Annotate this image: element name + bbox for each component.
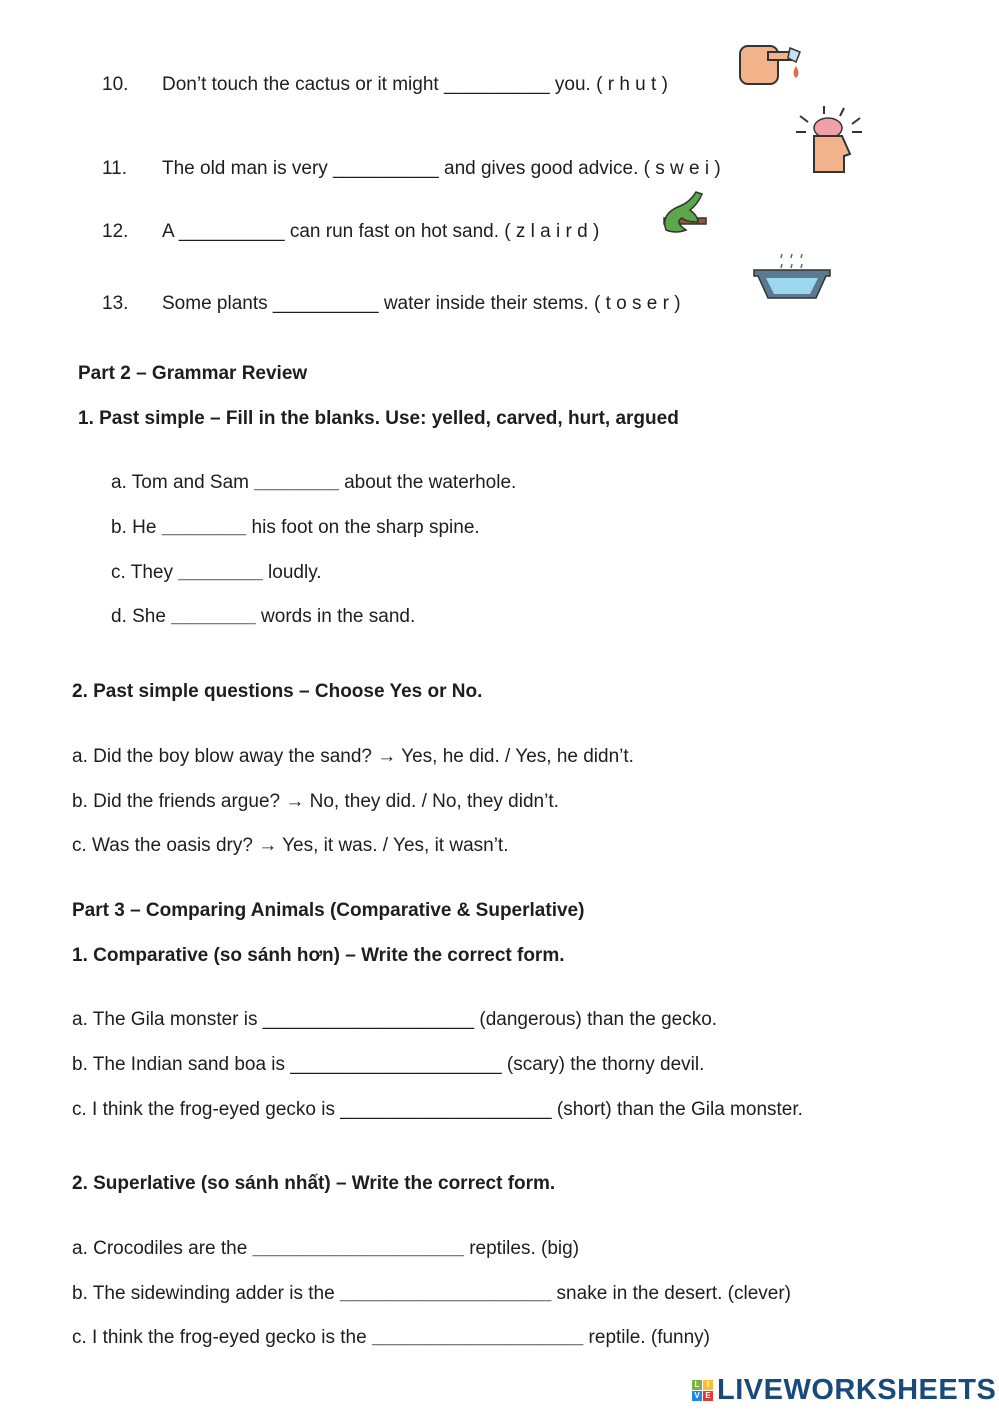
part3-q1-item-b: b. The Indian sand boa is ____________________ (scary) the thorny devil. bbox=[72, 1054, 705, 1075]
item-text: reptile. (funny) bbox=[583, 1327, 711, 1348]
part2-q1-item-d bbox=[111, 605, 415, 629]
item-text: d. She bbox=[111, 606, 172, 627]
part3-q2-item-a bbox=[72, 1237, 579, 1261]
question-number: 11. bbox=[102, 158, 128, 179]
part3-q2-item-c bbox=[72, 1326, 710, 1350]
water-basin-icon bbox=[752, 250, 832, 302]
logo-text: LIVEWORKSHEETS bbox=[717, 1374, 997, 1406]
item-text: words in the sand. bbox=[255, 606, 416, 627]
lizard-icon bbox=[658, 190, 710, 240]
question-text: The old man is very __________ and gives good advice. ( s w e i ) bbox=[162, 158, 721, 179]
item-text: loudly. bbox=[262, 562, 322, 583]
answer-blank[interactable]: ________ bbox=[178, 562, 263, 583]
answer-blank[interactable]: ____________________ bbox=[371, 1327, 584, 1348]
logo-tile: V bbox=[692, 1391, 702, 1401]
item-text: snake in the desert. (clever) bbox=[551, 1283, 791, 1304]
question-number: 13. bbox=[102, 293, 129, 314]
part3-title: Part 3 – Comparing Animals (Comparative & Superlative) bbox=[72, 900, 585, 921]
part2-q1-item-c bbox=[111, 561, 322, 585]
part3-q1-title: 1. Comparative (so sánh hơn) – Write the correct form. bbox=[72, 945, 565, 966]
part3-q2-item-b bbox=[72, 1282, 791, 1306]
logo-tiles-icon bbox=[692, 1380, 713, 1401]
part2-q2-item-b: b. Did the friends argue? → No, they did. / No, they didn’t. bbox=[72, 791, 559, 812]
part3-q2-title: 2. Superlative (so sánh nhất) – Write the correct form. bbox=[72, 1173, 556, 1194]
answer-blank[interactable]: ________ bbox=[171, 606, 256, 627]
item-text: reptiles. (big) bbox=[463, 1238, 580, 1259]
finger-drop-icon bbox=[738, 44, 804, 90]
brain-head-icon bbox=[794, 104, 864, 176]
item-text: b. He bbox=[111, 517, 162, 538]
part3-q1-item-a: a. The Gila monster is ____________________ (dangerous) than the gecko. bbox=[72, 1009, 718, 1030]
part2-q2-item-c: c. Was the oasis dry? → Yes, it was. / Yes, it wasn’t. bbox=[72, 835, 509, 856]
item-text: c. I think the frog-eyed gecko is the bbox=[72, 1327, 372, 1348]
item-text: a. Crocodiles are the bbox=[72, 1238, 253, 1259]
part2-q1-title: 1. Past simple – Fill in the blanks. Use: yelled, carved, hurt, argued bbox=[78, 408, 679, 429]
question-text: Don’t touch the cactus or it might __________ you. ( r h u t ) bbox=[162, 74, 668, 95]
answer-blank[interactable]: ________ bbox=[161, 517, 247, 538]
question-number: 12. bbox=[102, 221, 129, 242]
part2-q1-item-b bbox=[111, 516, 480, 540]
item-text: his foot on the sharp spine. bbox=[246, 517, 480, 538]
answer-blank[interactable]: ________ bbox=[254, 472, 339, 493]
item-text: about the waterhole. bbox=[338, 472, 517, 493]
part2-q1-item-a bbox=[111, 471, 516, 495]
liveworksheets-logo bbox=[692, 1374, 996, 1407]
question-text: A __________ can run fast on hot sand. ( z l a i r d ) bbox=[162, 221, 600, 242]
logo-tile: I bbox=[703, 1380, 713, 1390]
answer-blank[interactable]: ____________________ bbox=[252, 1238, 464, 1259]
part2-q2-title: 2. Past simple questions – Choose Yes or No. bbox=[72, 681, 483, 702]
answer-blank[interactable]: ____________________ bbox=[339, 1283, 552, 1304]
item-text: b. The sidewinding adder is the bbox=[72, 1283, 340, 1304]
logo-tile: E bbox=[703, 1391, 713, 1401]
part2-title: Part 2 – Grammar Review bbox=[78, 363, 308, 384]
question-text: Some plants __________ water inside their stems. ( t o s e r ) bbox=[162, 293, 681, 314]
item-text: a. Tom and Sam bbox=[111, 472, 255, 493]
logo-tile: L bbox=[692, 1380, 702, 1390]
part2-q2-item-a: a. Did the boy blow away the sand? → Yes, he did. / Yes, he didn’t. bbox=[72, 746, 634, 767]
item-text: c. They bbox=[111, 562, 179, 583]
part3-q1-item-c: c. I think the frog-eyed gecko is ____________________ (short) than the Gila monster. bbox=[72, 1099, 803, 1120]
question-number: 10. bbox=[102, 74, 129, 95]
